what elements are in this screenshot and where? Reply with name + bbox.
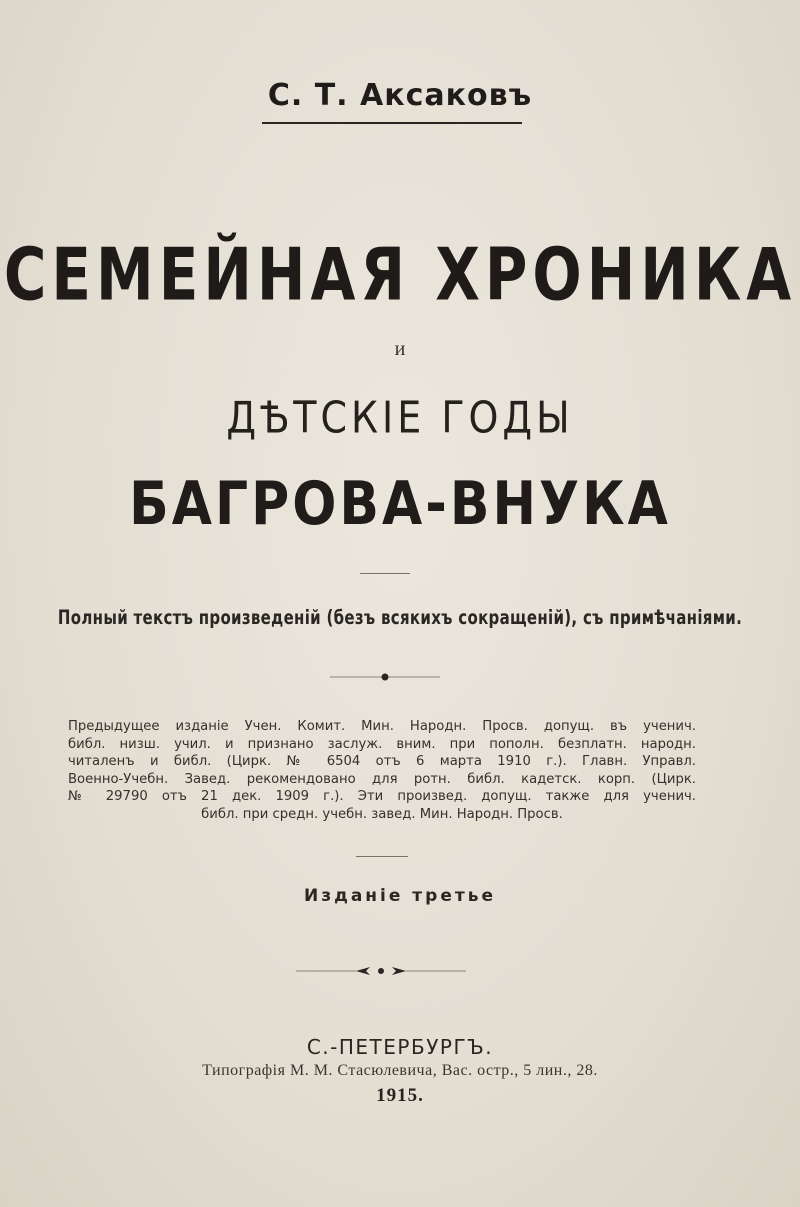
notice-line: библ. при средн. учебн. завед. Мин. Народн. Просв. bbox=[201, 806, 563, 822]
title-conjunction: и bbox=[394, 338, 406, 360]
publication-year: 1915. bbox=[376, 1085, 424, 1106]
notice-line: Предыдущее изданіе Учен. Комит. Мин. Народн. Просв. допущ. въ ученич. bbox=[68, 719, 696, 734]
divider-rule bbox=[356, 856, 408, 857]
author-name: С. Т. Аксаковъ bbox=[267, 78, 533, 113]
notice-line: Военно-Учебн. Завед. рекомендовано для ротн. библ. кадетск. корп. (Цирк. bbox=[68, 771, 696, 787]
edition-label: Изданіе третье bbox=[303, 886, 496, 906]
main-title: СЕМЕЙНАЯ ХРОНИКА bbox=[3, 232, 797, 317]
approval-notice bbox=[68, 718, 696, 823]
notice-line: читаленъ и библ. (Цирк. № 6504 отъ 6 марта 1910 г.). Главн. Управл. bbox=[68, 754, 696, 769]
second-title-line-2: БАГРОВА-ВНУКА bbox=[129, 470, 671, 539]
divider-rule bbox=[360, 573, 410, 574]
dot-ornament bbox=[330, 671, 440, 683]
city: С.-ПЕТЕРБУРГЪ. bbox=[306, 1035, 494, 1059]
printer-imprint: Типографія М. М. Стасюлевича, Вас. остр., 5 лин., 28. bbox=[202, 1062, 598, 1079]
notice-line: № 29790 отъ 21 дек. 1909 г.). Эти произвед. допущ. также для ученич. bbox=[68, 789, 696, 804]
arrow-ornament bbox=[296, 964, 466, 978]
notice-line: библ. низш. учил. и признано заслуж. вним. при пополн. безплатн. народн. bbox=[68, 736, 696, 752]
subtitle: Полный текстъ произведеній (безъ всякихъ сокращеній), съ примѣчаніями. bbox=[57, 606, 743, 630]
author-underline bbox=[262, 122, 522, 124]
second-title-line-1: ДѢТСКІЕ ГОДЫ bbox=[226, 392, 574, 443]
